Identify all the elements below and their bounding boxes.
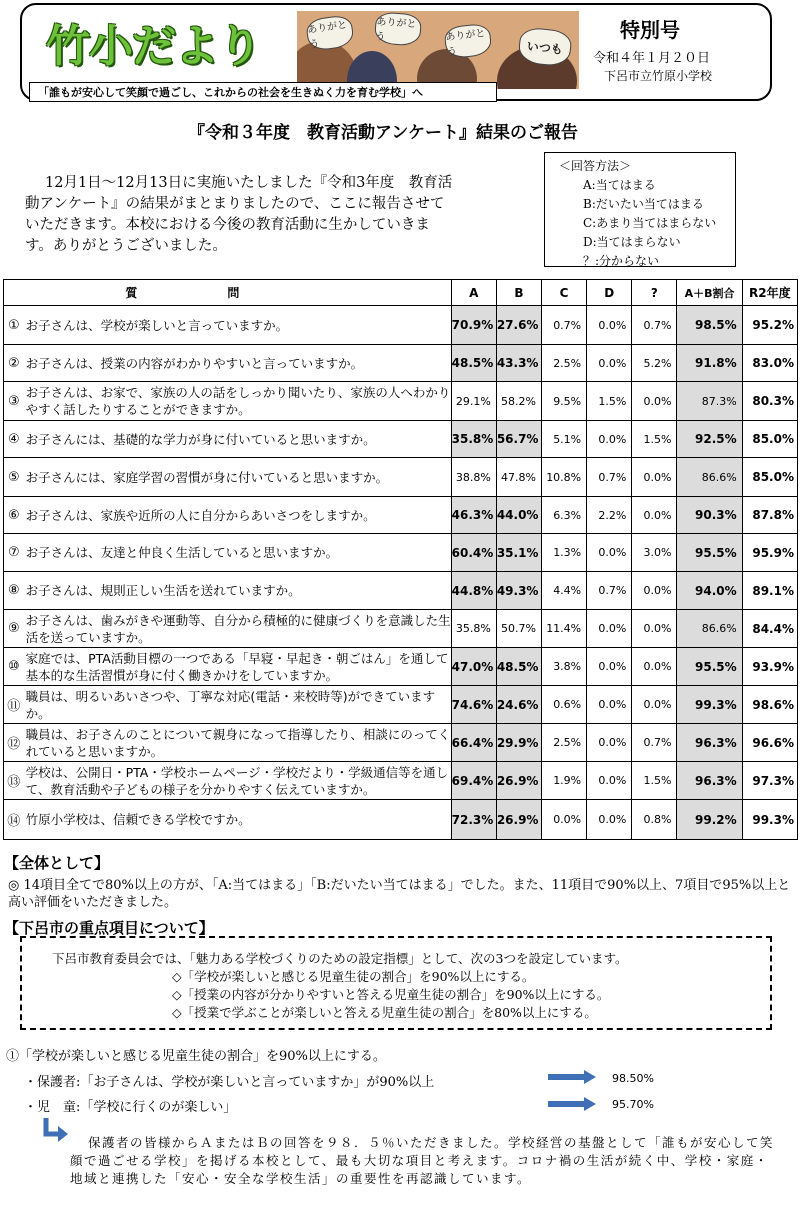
intro-text: 12月1日～12月13日に実施いたしました『令和3年度 教育活動アンケート』の結果がまとまりましたので、ここに報告させていただきます。本校における今後の教育活動に生かしていきます。ありがとうございました。 xyxy=(25,175,453,254)
value-ab-ratio: 86.6% xyxy=(677,610,742,648)
value-a: 69.4% xyxy=(451,762,496,800)
table-row xyxy=(4,610,798,648)
value-d: 0.0% xyxy=(587,724,632,762)
value-c: 2.5% xyxy=(541,724,586,762)
question-number: ④ xyxy=(4,421,24,458)
value-a: 35.8% xyxy=(451,421,496,458)
question-number: ⑩ xyxy=(4,648,24,686)
value-c: 4.4% xyxy=(541,572,586,610)
value-a: 72.3% xyxy=(451,800,496,840)
photo-sign: ありがとう xyxy=(374,11,422,46)
header-question: 質問 xyxy=(4,280,452,306)
school-name: 下呂市立竹原小学校 xyxy=(604,69,713,83)
value-a: 48.5% xyxy=(451,345,496,382)
gero-item: ◇「授業の内容が分かりやすいと答える児童生徒の割合」を90%以上にする。 xyxy=(172,987,610,1002)
gero-heading: 【下呂市の重点項目について】 xyxy=(4,919,214,937)
item1-comment: 保護者の皆様からＡまたはＢの回答を９８．５％いただきました。学校経営の基盤として「誰もが安心して笑顔で過ごせる学校」を掲げる本校として、最も大切な項目と考えます。コロナ禍の生活が続く中、学校・家庭・地域と連携した「安心・安全な学校生活」の重要性を再認識しています。 xyxy=(70,1135,775,1186)
value-ab-ratio: 95.5% xyxy=(677,648,742,686)
value-ab-ratio: 99.2% xyxy=(677,800,742,840)
value-unknown: 0.0% xyxy=(632,497,677,534)
question-number: ⑧ xyxy=(4,572,24,610)
value-c: 1.9% xyxy=(541,762,586,800)
table-row xyxy=(4,724,798,762)
question-text: 竹原小学校は、信頼できる学校ですか。 xyxy=(24,800,452,840)
answer-method-title: ＜回答方法＞ xyxy=(559,159,632,173)
value-a: 70.9% xyxy=(451,306,496,345)
value-b: 58.2% xyxy=(496,382,541,421)
question-text: お子さんは、家族や近所の人に自分からあいさつをしますか。 xyxy=(24,497,452,534)
value-b: 26.9% xyxy=(496,800,541,840)
value-r2: 96.6% xyxy=(742,724,797,762)
question-text: お子さんには、基礎的な学力が身に付いていると思いますか。 xyxy=(24,421,452,458)
value-a: 74.6% xyxy=(451,686,496,724)
value-r2: 84.4% xyxy=(742,610,797,648)
item1-children-value: 95.70% xyxy=(612,1098,654,1111)
value-a: 44.8% xyxy=(451,572,496,610)
header-photo xyxy=(297,11,579,89)
table-row xyxy=(4,382,798,421)
value-r2: 99.3% xyxy=(742,800,797,840)
value-b: 29.9% xyxy=(496,724,541,762)
value-r2: 95.2% xyxy=(742,306,797,345)
value-c: 10.8% xyxy=(541,458,586,497)
value-c: 0.0% xyxy=(541,800,586,840)
value-d: 0.0% xyxy=(587,534,632,572)
value-d: 0.0% xyxy=(587,345,632,382)
value-ab-ratio: 96.3% xyxy=(677,762,742,800)
header-b: B xyxy=(496,280,541,306)
value-ab-ratio: 90.3% xyxy=(677,497,742,534)
value-unknown: 0.0% xyxy=(632,458,677,497)
value-unknown: 0.7% xyxy=(632,724,677,762)
value-d: 0.0% xyxy=(587,610,632,648)
issue-date: 令和４年１月２０日 xyxy=(593,51,711,66)
overall-heading: 【全体として】 xyxy=(4,854,110,872)
item1-heading: ①「学校が楽しいと感じる児童生徒の割合」を90%以上にする。 xyxy=(6,1049,386,1064)
question-number: ⑬ xyxy=(4,762,24,800)
value-d: 0.7% xyxy=(587,572,632,610)
value-unknown: 0.0% xyxy=(632,382,677,421)
item1-children: ・児 童:「学校に行くのが楽しい」 xyxy=(24,1100,237,1115)
value-ab-ratio: 87.3% xyxy=(677,382,742,421)
question-number: ② xyxy=(4,345,24,382)
table-row xyxy=(4,345,798,382)
photo-sign: いつも xyxy=(517,26,572,67)
value-ab-ratio: 86.6% xyxy=(677,458,742,497)
table-row xyxy=(4,686,798,724)
value-ab-ratio: 95.5% xyxy=(677,534,742,572)
table-row xyxy=(4,762,798,800)
overall-text: ◎ 14項目全てで80%以上の方が、「A:当てはまる」「B:だいたい当てはまる」でした。また、11項目で90%以上、7項目で95%以上と高い評価をいただきました。 xyxy=(8,878,791,910)
question-number: ⑤ xyxy=(4,458,24,497)
table-row xyxy=(4,572,798,610)
value-b: 27.6% xyxy=(496,306,541,345)
value-r2: 97.3% xyxy=(742,762,797,800)
question-text: お子さんは、学校が楽しいと言っていますか。 xyxy=(24,306,452,345)
value-unknown: 0.7% xyxy=(632,306,677,345)
table-row xyxy=(4,800,798,840)
value-b: 48.5% xyxy=(496,648,541,686)
question-text: お子さんは、お家で、家族の人の話をしっかり聞いたり、家族の人へわかりやすく話したりすることができますか。 xyxy=(24,382,452,421)
value-b: 26.9% xyxy=(496,762,541,800)
page-title: 『令和３年度 教育活動アンケート』結果のご報告 xyxy=(188,123,578,143)
question-text: お子さんは、授業の内容がわかりやすいと言っていますか。 xyxy=(24,345,452,382)
item1-parents-value: 98.50% xyxy=(612,1072,654,1085)
question-text: お子さんは、歯みがきや運動等、自分から積極的に健康づくりを意識した生活を送っていますか。 xyxy=(24,610,452,648)
value-d: 0.0% xyxy=(587,648,632,686)
school-slogan: 「誰もが安心して笑顔で過ごし、これからの社会を生きぬく力を育む学校」へ xyxy=(29,82,497,102)
answer-option: A:当てはまる xyxy=(583,178,656,192)
value-c: 11.4% xyxy=(541,610,586,648)
survey-results-table xyxy=(3,279,798,840)
question-number: ⑪ xyxy=(4,686,24,724)
value-unknown: 1.5% xyxy=(632,762,677,800)
right-arrow-icon xyxy=(548,1097,596,1111)
value-unknown: 0.0% xyxy=(632,648,677,686)
value-b: 24.6% xyxy=(496,686,541,724)
value-d: 0.0% xyxy=(587,306,632,345)
table-row xyxy=(4,306,798,345)
value-r2: 85.0% xyxy=(742,458,797,497)
header-d: D xyxy=(587,280,632,306)
value-d: 0.7% xyxy=(587,458,632,497)
question-number: ⑫ xyxy=(4,724,24,762)
table-header-row xyxy=(4,280,798,306)
value-a: 46.3% xyxy=(451,497,496,534)
value-r2: 83.0% xyxy=(742,345,797,382)
value-d: 2.2% xyxy=(587,497,632,534)
value-r2: 93.9% xyxy=(742,648,797,686)
table-row xyxy=(4,648,798,686)
header-r2: R2年度 xyxy=(742,280,797,306)
value-c: 9.5% xyxy=(541,382,586,421)
photo-sign: ありがとう xyxy=(443,23,492,60)
value-unknown: 5.2% xyxy=(632,345,677,382)
value-a: 38.8% xyxy=(451,458,496,497)
header-unknown: ? xyxy=(632,280,677,306)
value-d: 1.5% xyxy=(587,382,632,421)
value-a: 47.0% xyxy=(451,648,496,686)
value-d: 0.0% xyxy=(587,800,632,840)
header-a: A xyxy=(451,280,496,306)
table-row xyxy=(4,497,798,534)
value-c: 3.8% xyxy=(541,648,586,686)
gero-item: ◇「授業で学ぶことが楽しいと答える児童生徒の割合」を80%以上にする。 xyxy=(172,1005,597,1020)
value-ab-ratio: 92.5% xyxy=(677,421,742,458)
question-text: 学校は、公開日・PTA・学校ホームページ・学校だより・学級通信等を通して、教育活動や子どもの様子を分かりやすく伝えていますか。 xyxy=(24,762,452,800)
header-c: C xyxy=(541,280,586,306)
value-d: 0.0% xyxy=(587,762,632,800)
table-row xyxy=(4,421,798,458)
gero-indicator-text xyxy=(52,950,627,1022)
value-b: 35.1% xyxy=(496,534,541,572)
question-text: 家庭では、PTA活動目標の一つである「早寝・早起き・朝ごはん」を通して基本的な生活習慣が身に付く働きかけをしていますか。 xyxy=(24,648,452,686)
value-c: 0.6% xyxy=(541,686,586,724)
value-a: 60.4% xyxy=(451,534,496,572)
question-number: ① xyxy=(4,306,24,345)
value-ab-ratio: 94.0% xyxy=(677,572,742,610)
header-ab-ratio: A＋B割合 xyxy=(677,280,742,306)
value-r2: 85.0% xyxy=(742,421,797,458)
newsletter-logo: 竹小だより xyxy=(46,21,261,72)
value-b: 49.3% xyxy=(496,572,541,610)
value-unknown: 1.5% xyxy=(632,421,677,458)
value-r2: 80.3% xyxy=(742,382,797,421)
value-r2: 87.8% xyxy=(742,497,797,534)
value-unknown: 0.8% xyxy=(632,800,677,840)
table-row xyxy=(4,534,798,572)
right-arrow-icon xyxy=(548,1070,596,1084)
value-b: 44.0% xyxy=(496,497,541,534)
value-d: 0.0% xyxy=(587,421,632,458)
question-text: お子さんは、規則正しい生活を送れていますか。 xyxy=(24,572,452,610)
value-unknown: 0.0% xyxy=(632,572,677,610)
question-number: ⑥ xyxy=(4,497,24,534)
value-b: 43.3% xyxy=(496,345,541,382)
value-a: 35.8% xyxy=(451,610,496,648)
value-c: 2.5% xyxy=(541,345,586,382)
value-b: 47.8% xyxy=(496,458,541,497)
answer-option: B:だいたい当てはまる xyxy=(583,197,704,211)
question-text: お子さんには、家庭学習の習慣が身に付いていると思いますか。 xyxy=(24,458,452,497)
table-row xyxy=(4,458,798,497)
value-c: 0.7% xyxy=(541,306,586,345)
value-c: 6.3% xyxy=(541,497,586,534)
question-text: お子さんは、友達と仲良く生活していると思いますか。 xyxy=(24,534,452,572)
question-number: ⑭ xyxy=(4,800,24,840)
gero-intro: 下呂市教育委員会では、「魅力ある学校づくりのための設定指標」として、次の3つを設定しています。 xyxy=(52,951,628,966)
value-b: 56.7% xyxy=(496,421,541,458)
value-a: 29.1% xyxy=(451,382,496,421)
answer-option: D:当てはまらない xyxy=(583,235,681,249)
value-r2: 95.9% xyxy=(742,534,797,572)
special-edition-label: 特別号 xyxy=(620,18,680,42)
question-number: ⑨ xyxy=(4,610,24,648)
curved-arrow-icon xyxy=(40,1116,70,1146)
question-text: 職員は、お子さんのことについて親身になって指導したり、相談にのってくれていると思いますか。 xyxy=(24,724,452,762)
value-r2: 89.1% xyxy=(742,572,797,610)
item1-parents: ・保護者:「お子さんは、学校が楽しいと言っていますか」が90%以上 xyxy=(24,1075,435,1090)
gero-item: ◇「学校が楽しいと感じる児童生徒の割合」を90%以上にする。 xyxy=(172,969,535,984)
value-ab-ratio: 98.5% xyxy=(677,306,742,345)
answer-option: ？:分からない xyxy=(583,254,660,268)
value-ab-ratio: 91.8% xyxy=(677,345,742,382)
value-unknown: 0.0% xyxy=(632,610,677,648)
value-unknown: 0.0% xyxy=(632,686,677,724)
value-unknown: 3.0% xyxy=(632,534,677,572)
value-b: 50.7% xyxy=(496,610,541,648)
photo-sign: ありがとう xyxy=(305,14,355,52)
answer-option: C:あまり当てはまらない xyxy=(583,216,717,230)
value-d: 0.0% xyxy=(587,686,632,724)
value-r2: 98.6% xyxy=(742,686,797,724)
answer-method-box xyxy=(544,152,736,267)
value-ab-ratio: 99.3% xyxy=(677,686,742,724)
question-text: 職員は、明るいあいさつや、丁寧な対応(電話・来校時等)ができていますか。 xyxy=(24,686,452,724)
question-number: ⑦ xyxy=(4,534,24,572)
question-number: ③ xyxy=(4,382,24,421)
value-ab-ratio: 96.3% xyxy=(677,724,742,762)
value-a: 66.4% xyxy=(451,724,496,762)
value-c: 1.3% xyxy=(541,534,586,572)
value-c: 5.1% xyxy=(541,421,586,458)
